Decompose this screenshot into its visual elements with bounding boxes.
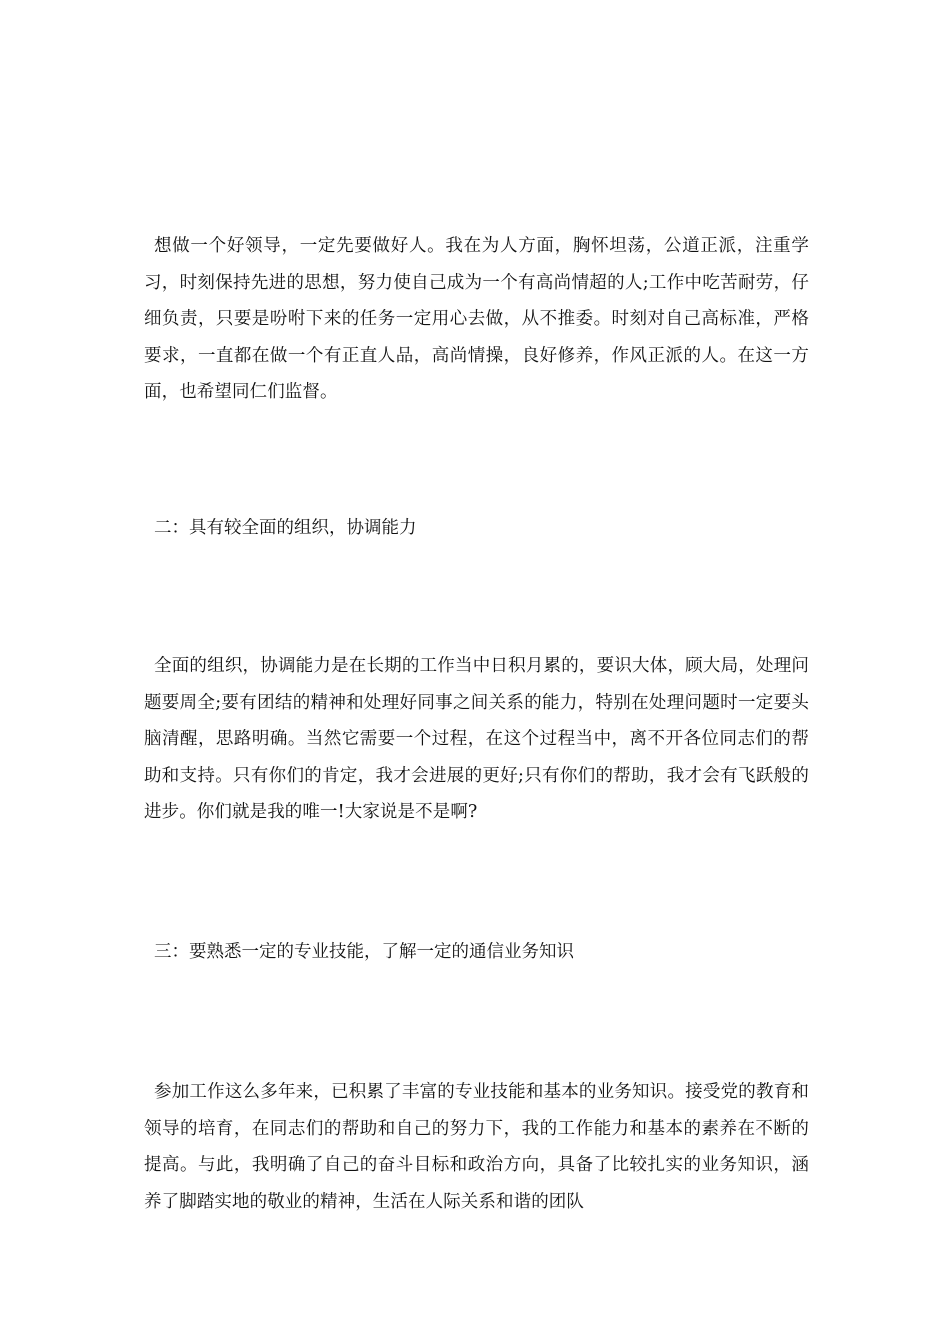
paragraph-organization-ability: 全面的组织，协调能力是在长期的工作当中日积月累的，要识大体，顾大局，处理问题要周全;要有团结的精神和处理好同事之间关系的能力，特别在处理问题时一定要头脑清醒，思路明确。当然它需要一个过程，在这个过程当中，离不开各位同志们的帮助和支持。只有你们的肯定，我才会进展的更好;只有你们的帮助，我才会有飞跃般的进步。你们就是我的唯一!大家说是不是啊? [144,656,809,822]
section-heading-professional-skills: 三：要熟悉一定的专业技能，了解一定的通信业务知识 [154,942,574,962]
section-heading-organization: 二：具有较全面的组织，协调能力 [154,518,417,538]
paragraph-leadership-character: 想做一个好领导，一定先要做好人。我在为人方面，胸怀坦荡，公道正派，注重学习，时刻保持先进的思想，努力使自己成为一个有高尚情超的人;工作中吃苦耐劳，仔细负责，只要是吩咐下来的任务一定用心去做，从不推委。时刻对自己高标准，严格要求，一直都在做一个有正直人品，高尚情操，良好修养，作风正派的人。在这一方面，也希望同仁们监督。 [144,236,809,402]
paragraph-professional-skills: 参加工作这么多年来，已积累了丰富的专业技能和基本的业务知识。接受党的教育和领导的培育，在同志们的帮助和自己的努力下，我的工作能力和基本的素养在不断的提高。与此，我明确了自己的奋斗目标和政治方向，具备了比较扎实的业务知识，涵养了脚踏实地的敬业的精神，生活在人际关系和谐的团队 [144,1082,809,1212]
